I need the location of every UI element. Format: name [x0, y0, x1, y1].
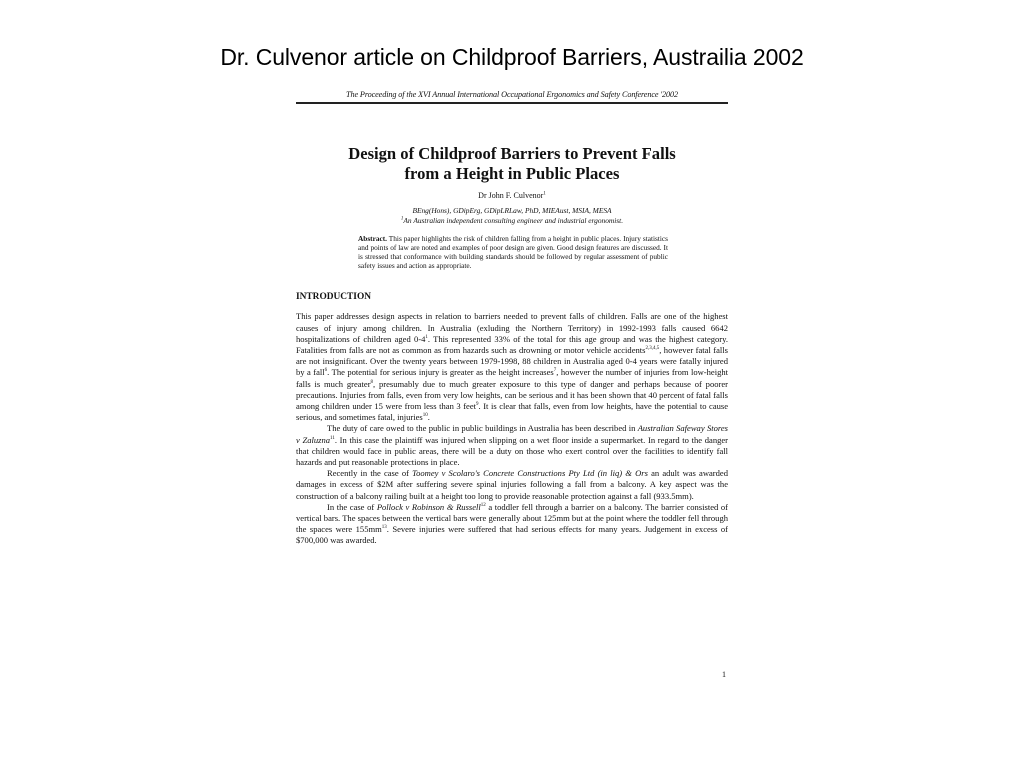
abstract-text: This paper highlights the risk of children falling from a height in public places. Injury statistics and points of law are noted and examples of poor design are given. Good design features are discussed. It is stressed that conformance with building standards should be followed by regular assessment of public safety issues and action as appropriate. — [358, 233, 668, 271]
paragraph-1 — [296, 311, 728, 423]
p1-ref-2: 2,3,4,5 — [645, 346, 660, 352]
p2-ref-1: 11 — [330, 435, 335, 441]
page-number: 1 — [722, 670, 726, 679]
p3-case-name: Toomey v Scolaro's Concrete Constructions Pty Ltd (in liq) & Ors — [412, 468, 648, 479]
p2-case-name: Australian Safeway Stores v Zaluzna — [296, 423, 728, 445]
p4-text-c: . Severe injuries were suffered that had serious effects for many years. Judgement in excess of $700,000 was awarded. — [296, 524, 728, 546]
p1-text-h: . — [427, 412, 430, 423]
p2-text-b: . In this case the plaintiff was injured when slipping on a wet floor inside a supermarket. In regard to the danger that children would face in public areas, there will be a duty on those who exert control over the facilities to identify fall hazards and put reasonable protections in place. — [296, 434, 728, 467]
p4-ref-2: 13 — [381, 525, 387, 531]
author-credentials — [296, 206, 728, 226]
running-header: The Proceeding of the XVI Annual International Occupational Ergonomics and Safety Conference '2002 — [346, 90, 678, 99]
p4-ref-1: 12 — [480, 502, 486, 508]
p1-text-g: . It is clear that falls, even from low heights, have the potential to cause serious, and sometimes fatal, injuries — [296, 400, 729, 423]
p4-text-a: In the case of — [327, 501, 377, 512]
paper-title-line-2: from a Height in Public Places — [404, 163, 620, 183]
paragraph-4 — [296, 502, 728, 547]
affiliation-sup: 1 — [400, 216, 404, 222]
affiliation: An Australian independent consulting engineer and industrial ergonomist. — [403, 215, 624, 225]
author — [296, 191, 728, 200]
p1-text-b: . This represented 33% of the total for this age group and was the highest category. Fatalities from falls are not as common as from hazards such as drowning or motor vehicle accidents — [296, 333, 728, 355]
p1-ref-4: 7 — [553, 368, 557, 374]
section-heading: INTRODUCTION — [296, 292, 372, 303]
document-page — [296, 84, 728, 684]
p1-text-a: This paper addresses design aspects in relation to barriers needed to prevent falls of children. Falls are one of the highest causes of injury among children. In Australia (exluding the Northern Territory) in 1992-1993 falls caused 6642 hospitalizations of children aged 0-4 — [296, 311, 728, 344]
slide-title: Dr. Culvenor article on Childproof Barriers, Austrailia 2002 — [220, 44, 804, 70]
p2-text-a: The duty of care owed to the public in public buildings in Australia has been described in — [327, 423, 638, 434]
p1-ref-5: 8 — [370, 379, 374, 385]
affiliation-line — [296, 216, 728, 226]
paper-title — [296, 144, 728, 184]
p4-text-b: a toddler fell through a barrier on a balcony. The barrier consisted of vertical bars. The spaces between the vertical bars were generally about 125mm but at the point where the toddler fell through the spaces were 155mm — [296, 501, 728, 535]
p1-ref-6: 9 — [476, 402, 479, 408]
body-text — [296, 311, 728, 546]
header-rule — [296, 102, 728, 104]
abstract — [358, 234, 668, 271]
p1-ref-7: 10 — [422, 413, 428, 419]
p3-text-a: Recently in the case of — [327, 468, 413, 479]
author-sup: 1 — [543, 190, 546, 196]
p1-text-f: , presumably due to much greater exposure to this type of danger and perhaps because of poorer precautions. Injuries from falls, even from very low heights, can be serious and it has been shown that 40 percent of fatal falls among children under 15 were from less than 3 feet — [296, 378, 728, 411]
p1-ref-3: 6 — [324, 368, 328, 374]
qualifications: BEng(Hons), GDipErg, GDipLRLaw, PhD, MIEAust, MSIA, MESA — [412, 205, 612, 215]
p1-text-e: , however the number of injuries from low-height falls is much greater — [296, 367, 728, 389]
p1-text-d: . The potential for serious injury is greater as the height increases — [327, 367, 554, 378]
p1-text-c: , however fatal falls are not insignificant. Over the twenty years between 1979-1998, 88 children in Australia aged 0-4 years were fatally injured by a fall — [296, 344, 728, 378]
p3-text-b: an adult was awarded damages in excess of $2M after suffering severe spinal injuries following a fall from a balcony. A key aspect was the construction of a balcony railing built at a height too long to provide reasonable protection against a fall (933.5mm). — [296, 468, 728, 501]
author-name: Dr John F. Culvenor — [478, 190, 544, 200]
p1-ref-1: 1 — [425, 334, 428, 340]
paragraph-3 — [296, 468, 728, 502]
abstract-label: Abstract. — [358, 233, 387, 243]
paragraph-2 — [296, 423, 728, 468]
p4-case-name: Pollock v Robinson & Russell — [376, 501, 481, 512]
paper-title-line-1: Design of Childproof Barriers to Prevent Falls — [348, 143, 676, 163]
